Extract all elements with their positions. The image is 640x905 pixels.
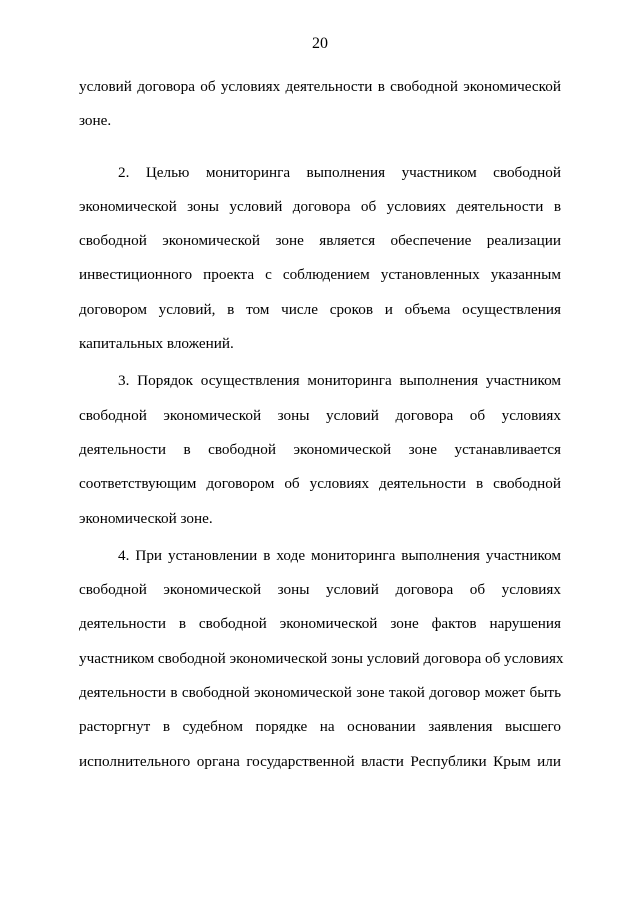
paragraph-2 <box>79 156 561 362</box>
text-line: капитальных вложений. <box>79 335 234 353</box>
paragraph-3 <box>79 364 561 535</box>
paragraph-1 <box>79 70 561 139</box>
text-line: свободной экономической зоне является обеспечение реализации <box>79 232 561 250</box>
text-line: экономической зоне. <box>79 509 213 527</box>
page-number: 20 <box>312 35 328 52</box>
text-line: экономической зоны условий договора об условиях деятельности в <box>79 197 561 215</box>
text-line: договором условий, в том числе сроков и объема осуществления <box>79 300 561 318</box>
text-line: свободной экономической зоны условий договора об условиях <box>79 406 561 424</box>
text-line: соответствующим договором об условиях деятельности в свободной <box>79 475 561 493</box>
text-line: деятельности в свободной экономической зоне устанавливается <box>79 440 561 458</box>
text-line: деятельности в свободной экономической зоне такой договор может быть <box>79 684 561 702</box>
text-line: исполнительного органа государственной власти Республики Крым или <box>79 752 561 770</box>
text-line: деятельности в свободной экономической зоне фактов нарушения <box>79 615 561 633</box>
text-line: 2. Целью мониторинга выполнения участником свободной <box>118 163 561 181</box>
text-line: 3. Порядок осуществления мониторинга выполнения участником <box>118 372 561 390</box>
text-line: участником свободной экономической зоны условий договора об условиях <box>79 649 564 667</box>
text-line: условий договора об условиях деятельности в свободной экономической <box>79 78 561 95</box>
text-line: зоне. <box>79 112 112 130</box>
text-line: инвестиционного проекта с соблюдением установленных указанным <box>79 266 561 284</box>
document-body <box>79 70 564 779</box>
text-line: 4. При установлении в ходе мониторинга выполнения участником <box>118 546 561 564</box>
text-line: свободной экономической зоны условий договора об условиях <box>79 581 561 599</box>
text-line: расторгнут в судебном порядке на основании заявления высшего <box>79 718 561 736</box>
paragraph-4 <box>79 539 564 779</box>
